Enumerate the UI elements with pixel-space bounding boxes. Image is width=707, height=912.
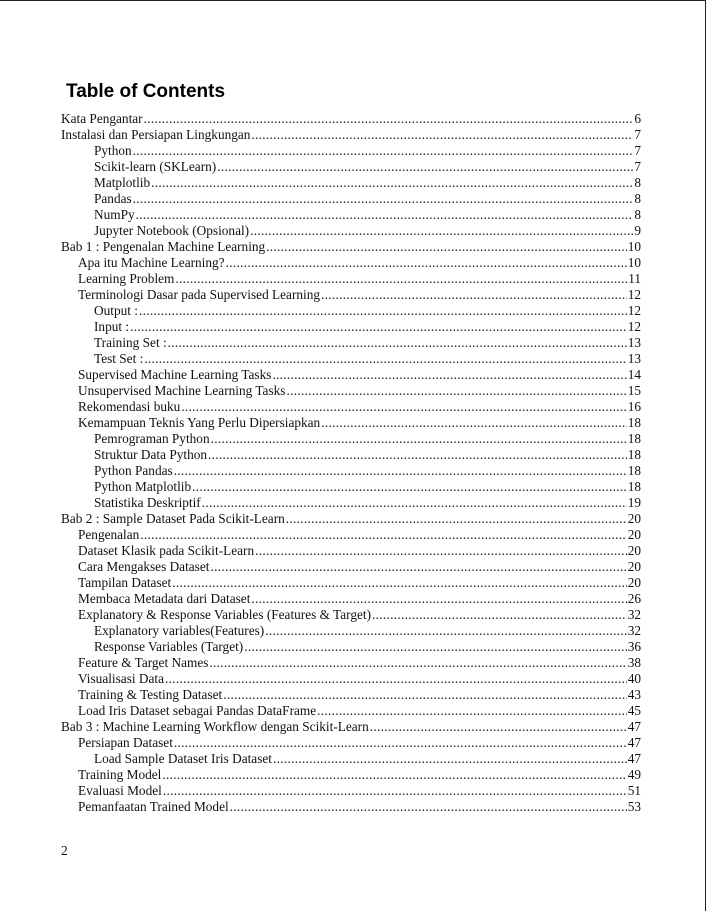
toc-entry-label: Dataset Klasik pada Scikit-Learn [78, 543, 255, 558]
dot-leader [286, 383, 626, 399]
dot-leader [144, 351, 626, 367]
toc-entry[interactable] [61, 271, 641, 287]
toc-entry-page: 8 [634, 191, 641, 206]
dot-leader [265, 623, 626, 639]
toc-entry[interactable] [61, 239, 641, 255]
toc-entry-page: 11 [628, 271, 641, 286]
toc-entry-page: 16 [627, 399, 641, 414]
toc-entry-page: 45 [627, 703, 641, 718]
toc-entry-label: Supervised Machine Learning Tasks [78, 367, 272, 382]
toc-entry-page: 20 [627, 559, 641, 574]
dot-leader [202, 495, 627, 511]
toc-entry[interactable] [61, 559, 641, 575]
toc-entry-label: Training Set : [94, 335, 167, 350]
toc-entry-page: 12 [627, 319, 641, 334]
dot-leader [250, 223, 633, 239]
toc-entry-page: 47 [627, 719, 641, 734]
toc-entry-label: Persiapan Dataset [78, 735, 173, 750]
dot-leader [140, 527, 626, 543]
toc-entry-label: Instalasi dan Persiapan Lingkungan [61, 127, 251, 142]
toc-entry[interactable] [61, 735, 641, 751]
toc-entry-label: Test Set : [94, 351, 144, 366]
dot-leader [172, 575, 626, 591]
toc-entry[interactable] [61, 111, 641, 127]
toc-entry-page: 10 [627, 255, 641, 270]
toc-entry-page: 51 [627, 783, 641, 798]
dot-leader [255, 543, 627, 559]
dot-leader [165, 671, 627, 687]
toc-entry-label: Python Pandas [94, 463, 173, 478]
toc-entry-page: 14 [627, 367, 641, 382]
toc-entry-page: 32 [627, 623, 641, 638]
toc-entry-page: 36 [627, 639, 641, 654]
toc-entry[interactable] [61, 719, 641, 735]
dot-leader [244, 639, 626, 655]
toc-entry[interactable] [61, 351, 641, 367]
toc-entry-label: Struktur Data Python [94, 447, 208, 462]
table-of-contents [61, 111, 641, 815]
toc-entry-page: 7 [634, 127, 641, 142]
toc-entry[interactable] [61, 607, 641, 623]
dot-leader [133, 143, 634, 159]
toc-entry[interactable] [61, 511, 641, 527]
toc-entry[interactable] [61, 495, 641, 511]
dot-leader [175, 271, 627, 287]
toc-entry-label: Jupyter Notebook (Opsional) [94, 223, 250, 238]
dot-leader [210, 559, 626, 575]
toc-entry-label: Kemampuan Teknis Yang Perlu Dipersiapkan [78, 415, 321, 430]
dot-leader [317, 703, 627, 719]
toc-entry[interactable] [61, 575, 641, 591]
dot-leader [163, 783, 627, 799]
toc-entry-label: Response Variables (Target) [94, 639, 244, 654]
toc-entry-page: 32 [627, 607, 641, 622]
dot-leader [251, 127, 633, 143]
toc-entry-label: Statistika Deskriptif [94, 495, 201, 510]
toc-entry-label: Pemrograman Python [94, 431, 210, 446]
toc-entry-label: Pengenalan [78, 527, 140, 542]
toc-entry-page: 7 [634, 143, 641, 158]
toc-entry-page: 12 [627, 303, 641, 318]
toc-entry[interactable] [61, 639, 641, 655]
dot-leader [162, 767, 626, 783]
toc-entry[interactable] [61, 687, 641, 703]
toc-entry-page: 13 [627, 351, 641, 366]
dot-leader [151, 175, 633, 191]
toc-entry-label: Python Matplotlib [94, 479, 192, 494]
toc-entry[interactable] [61, 399, 641, 415]
dot-leader [370, 719, 627, 735]
toc-entry-label: Kata Pengantar [61, 111, 143, 126]
toc-entry[interactable] [61, 767, 641, 783]
toc-entry[interactable] [61, 799, 641, 815]
dot-leader [130, 319, 627, 335]
toc-entry-page: 20 [627, 575, 641, 590]
toc-entry-page: 18 [627, 415, 641, 430]
toc-entry-page: 49 [627, 767, 641, 782]
toc-entry-label: Feature & Target Names [78, 655, 209, 670]
dot-leader [144, 111, 634, 127]
toc-entry-label: Membaca Metadata dari Dataset [78, 591, 251, 606]
toc-entry-label: Learning Problem [78, 271, 175, 286]
toc-entry-label: Load Iris Dataset sebagai Pandas DataFrame [78, 703, 317, 718]
toc-entry-page: 8 [634, 175, 641, 190]
dot-leader [226, 255, 627, 271]
toc-entry[interactable] [61, 751, 641, 767]
toc-entry[interactable] [61, 671, 641, 687]
toc-entry[interactable] [61, 431, 641, 447]
toc-entry-page: 20 [627, 511, 641, 526]
toc-entry-page: 26 [627, 591, 641, 606]
toc-entry[interactable] [61, 655, 641, 671]
toc-entry[interactable] [61, 335, 641, 351]
toc-entry[interactable] [61, 543, 641, 559]
toc-entry-page: 10 [627, 239, 641, 254]
toc-entry[interactable] [61, 143, 641, 159]
toc-entry[interactable] [61, 623, 641, 639]
toc-entry-label: Training & Testing Dataset [78, 687, 223, 702]
toc-entry-page: 20 [627, 527, 641, 542]
toc-entry[interactable] [61, 415, 641, 431]
dot-leader [286, 511, 627, 527]
toc-entry-page: 12 [627, 287, 641, 302]
dot-leader [230, 799, 627, 815]
toc-entry[interactable] [61, 479, 641, 495]
toc-entry-page: 40 [627, 671, 641, 686]
toc-entry-page: 43 [627, 687, 641, 702]
toc-entry-page: 9 [634, 223, 641, 238]
dot-leader [251, 591, 626, 607]
dot-leader [217, 159, 633, 175]
toc-entry[interactable] [61, 159, 641, 175]
dot-leader [372, 607, 627, 623]
dot-leader [136, 207, 634, 223]
toc-entry[interactable] [61, 191, 641, 207]
toc-entry[interactable] [61, 527, 641, 543]
dot-leader [321, 415, 627, 431]
toc-entry-page: 20 [627, 543, 641, 558]
toc-entry[interactable] [61, 783, 641, 799]
toc-entry[interactable] [61, 255, 641, 271]
toc-entry[interactable] [61, 703, 641, 719]
toc-entry-page: 7 [634, 159, 641, 174]
dot-leader [209, 655, 626, 671]
toc-entry-label: Cara Mengakses Dataset [78, 559, 210, 574]
toc-entry[interactable] [61, 287, 641, 303]
dot-leader [192, 479, 627, 495]
toc-entry-page: 53 [627, 799, 641, 814]
toc-entry-label: Pandas [94, 191, 132, 206]
toc-entry-page: 13 [627, 335, 641, 350]
dot-leader [181, 399, 626, 415]
toc-entry-page: 19 [627, 495, 641, 510]
dot-leader [174, 735, 627, 751]
dot-leader [211, 431, 627, 447]
toc-entry[interactable] [61, 207, 641, 223]
toc-entry-label: Python [94, 143, 132, 158]
page-number: 2 [61, 843, 68, 858]
toc-entry[interactable] [61, 383, 641, 399]
toc-entry[interactable] [61, 463, 641, 479]
toc-entry[interactable] [61, 223, 641, 239]
toc-entry[interactable] [61, 303, 641, 319]
toc-entry-page: 18 [627, 479, 641, 494]
toc-entry-label: Rekomendasi buku [78, 399, 181, 414]
toc-entry[interactable] [61, 367, 641, 383]
toc-entry-page: 15 [627, 383, 641, 398]
toc-entry[interactable] [61, 127, 641, 143]
dot-leader [208, 447, 627, 463]
toc-entry-page: 6 [634, 111, 641, 126]
toc-entry-label: Evaluasi Model [78, 783, 162, 798]
dot-leader [133, 191, 634, 207]
dot-leader [168, 335, 627, 351]
toc-entry-page: 8 [634, 207, 641, 222]
toc-entry-label: Explanatory variables(Features) [94, 623, 265, 638]
dot-leader [223, 687, 626, 703]
toc-entry-label: NumPy [94, 207, 135, 222]
toc-entry-label: Unsupervised Machine Learning Tasks [78, 383, 286, 398]
toc-entry-page: 18 [627, 463, 641, 478]
toc-entry-label: Training Model [78, 767, 162, 782]
toc-entry[interactable] [61, 319, 641, 335]
toc-entry-label: Scikit-learn (SKLearn) [94, 159, 217, 174]
dot-leader [273, 751, 627, 767]
dot-leader [174, 463, 627, 479]
toc-entry-label: Matplotlib [94, 175, 151, 190]
toc-entry-label: Apa itu Machine Learning? [78, 255, 225, 270]
dot-leader [272, 367, 626, 383]
toc-entry-label: Terminologi Dasar pada Supervised Learning [78, 287, 321, 302]
toc-entry-label: Explanatory & Response Variables (Features & Target) [78, 607, 372, 622]
page-title: Table of Contents [66, 81, 226, 102]
toc-entry-page: 18 [627, 447, 641, 462]
toc-entry-label: Tampilan Dataset [78, 575, 172, 590]
dot-leader [321, 287, 627, 303]
toc-entry[interactable] [61, 447, 641, 463]
toc-entry-label: Pemanfaatan Trained Model [78, 799, 229, 814]
toc-entry-label: Bab 3 : Machine Learning Workflow dengan Scikit-Learn [61, 719, 369, 734]
toc-entry-label: Load Sample Dataset Iris Dataset [94, 751, 272, 766]
toc-entry-label: Bab 1 : Pengenalan Machine Learning [61, 239, 266, 254]
toc-entry-page: 47 [627, 751, 641, 766]
toc-entry-page: 47 [627, 735, 641, 750]
toc-entry-label: Visualisasi Data [78, 671, 164, 686]
toc-entry-page: 38 [627, 655, 641, 670]
dot-leader [266, 239, 627, 255]
toc-entry-page: 18 [627, 431, 641, 446]
toc-entry[interactable] [61, 175, 641, 191]
toc-entry[interactable] [61, 591, 641, 607]
dot-leader [139, 303, 627, 319]
toc-entry-label: Bab 2 : Sample Dataset Pada Scikit-Learn [61, 511, 285, 526]
toc-entry-label: Input : [94, 319, 130, 334]
toc-entry-label: Output : [94, 303, 138, 318]
